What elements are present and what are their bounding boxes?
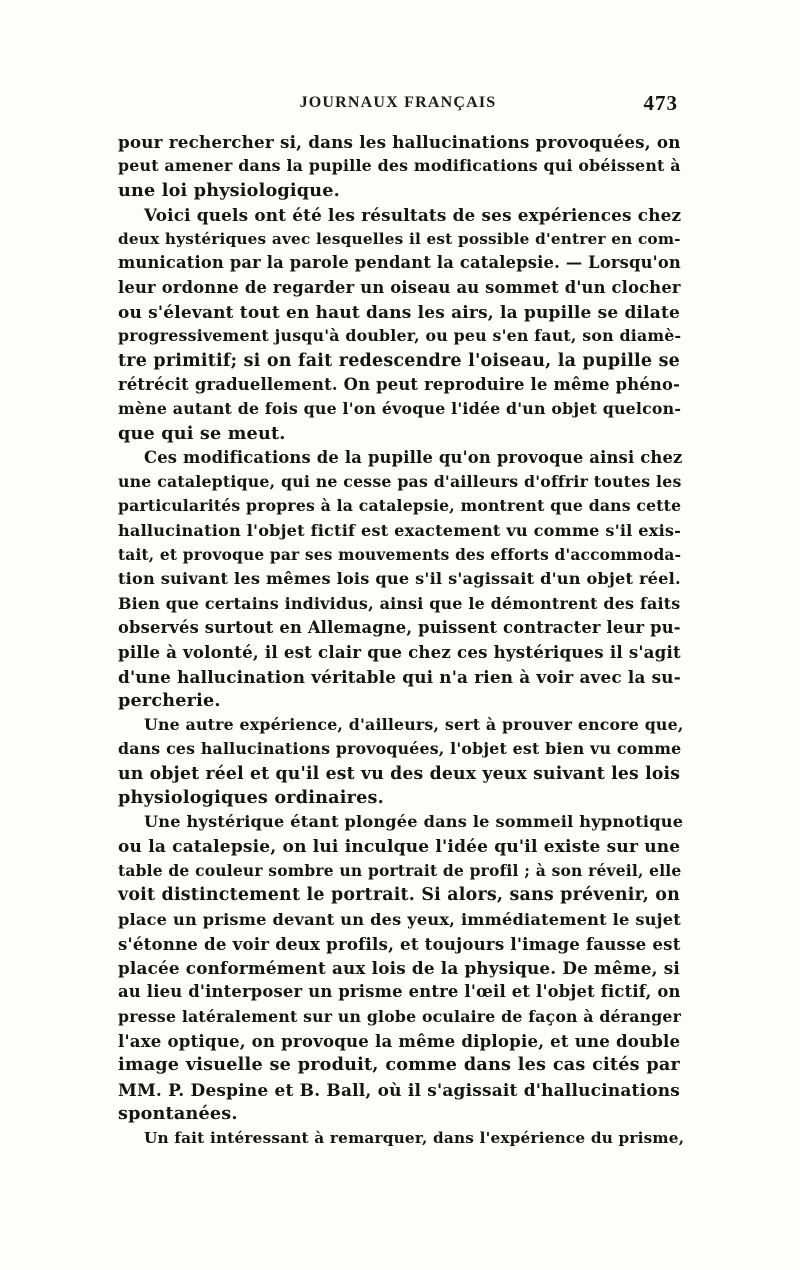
text-line: munication par la parole pendant la catalepsie. — Lorsqu'on: [118, 253, 681, 273]
paragraph-3: [118, 446, 683, 713]
text-line: Une hystérique étant plongée dans le sommeil hypnotique: [144, 812, 684, 832]
text-line: une loi physiologique.: [118, 179, 340, 201]
running-title: JOURNAUX FRANÇAIS: [299, 94, 497, 111]
paragraph-4: [118, 713, 684, 810]
text-line: Une autre expérience, d'ailleurs, sert à prouver encore que,: [144, 715, 684, 735]
text-line: Bien que certains individus, ainsi que le démontrent des faits: [118, 593, 681, 613]
text-line: hallucination l'objet fictif est exactement vu comme s'il exis-: [118, 520, 682, 540]
text-line: s'étonne de voir deux profils, et toujours l'image fausse est: [118, 933, 681, 954]
text-line: l'axe optique, on provoque la même diplopie, et une double: [118, 1030, 681, 1051]
text-line: dans ces hallucinations provoquées, l'objet est bien vu comme: [118, 739, 682, 759]
text-line: placée conformément aux lois de la physique. De même, si: [118, 958, 680, 979]
text-line: Un fait intéressant à remarquer, dans l'expérience du prisme,: [144, 1129, 685, 1148]
paragraph-6: [118, 1126, 685, 1150]
text-line: observés surtout en Allemagne, puissent contracter leur pu-: [118, 617, 681, 637]
text-line: d'une hallucination véritable qui n'a rien à voir avec la su-: [118, 666, 681, 687]
text-line: particularités propres à la catalepsie, montrent que dans cette: [118, 496, 682, 516]
text-line: presse latéralement sur un globe oculaire de façon à déranger: [118, 1006, 682, 1026]
text-line: Voici quels ont été les résultats de ses expériences chez: [144, 204, 682, 225]
text-line: peut amener dans la pupille des modifications qui obéissent à: [118, 156, 681, 176]
text-line: ou s'élevant tout en haut dans les airs, la pupille se dilate: [118, 302, 680, 323]
text-line: pille à volonté, il est clair que chez ces hystériques il s'agit: [118, 642, 681, 663]
text-line: voit distinctement le portrait. Si alors, sans prévenir, on: [118, 885, 680, 906]
text-line: table de couleur sombre un portrait de profil ; à son réveil, elle: [118, 860, 682, 880]
text-line: place un prisme devant un des yeux, immédiatement le sujet: [118, 909, 681, 929]
text-line: que qui se meut.: [118, 422, 286, 444]
paragraph-1: [118, 130, 680, 203]
text-line: MM. P. Despine et B. Ball, où il s'agissait d'hallucinations: [118, 1079, 680, 1100]
page-number: 473: [643, 91, 678, 115]
body-text: [118, 130, 685, 1150]
text-line: Ces modifications de la pupille qu'on provoque ainsi chez: [144, 447, 683, 467]
text-line: physiologiques ordinaires.: [118, 787, 384, 809]
text-line: rétrécit graduellement. On peut reproduire le même phéno-: [118, 374, 681, 394]
text-line: ou la catalepsie, on lui inculque l'idée qu'il existe sur une: [118, 836, 681, 857]
text-line: tait, et provoque par ses mouvements des efforts d'accommoda-: [118, 546, 682, 565]
text-line: au lieu d'interposer un prisme entre l'œil et l'objet fictif, on: [118, 982, 681, 1002]
text-line: mène autant de fois que l'on évoque l'idée d'un objet quelcon-: [118, 399, 682, 419]
text-line: un objet réel et qu'il est vu des deux yeux suivant les lois: [118, 763, 681, 784]
text-line: deux hystériques avec lesquelles il est possible d'entrer en com-: [118, 230, 681, 249]
text-line: pour rechercher si, dans les hallucinations provoquées, on: [118, 132, 681, 152]
text-line: tion suivant les mêmes lois que s'il s'agissait d'un objet réel.: [118, 569, 681, 589]
text-line: image visuelle se produit, comme dans les cas cités par: [118, 1054, 680, 1076]
text-line: une cataleptique, qui ne cesse pas d'ailleurs d'offrir toutes les: [118, 472, 682, 492]
text-line: progressivement jusqu'à doubler, ou peu s'en faut, son diamè-: [118, 326, 682, 346]
text-line: tre primitif; si on fait redescendre l'oiseau, la pupille se: [118, 350, 680, 371]
text-line: spontanées.: [118, 1102, 238, 1124]
text-line: leur ordonne de regarder un oiseau au sommet d'un clocher: [118, 277, 681, 297]
running-head: [118, 91, 678, 118]
text-line: percherie.: [118, 689, 221, 711]
paragraph-5: [118, 810, 684, 1126]
paragraph-2: [118, 203, 680, 446]
